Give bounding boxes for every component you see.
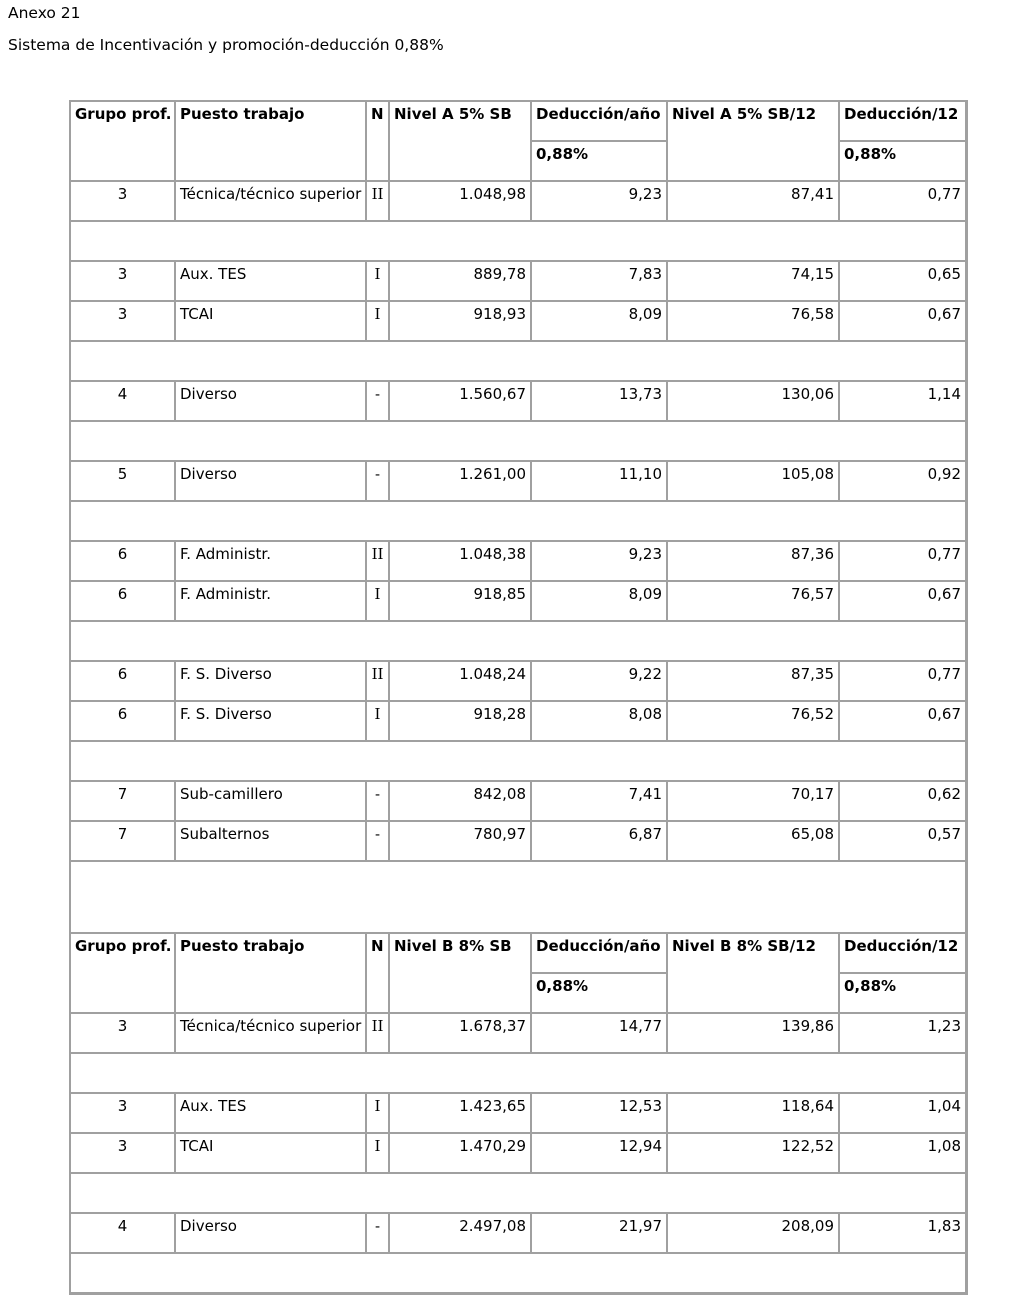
table-b-header-row	[71, 934, 967, 974]
header-puesto: Puesto trabajo	[176, 934, 367, 1014]
cell-ded12: 0,67	[840, 582, 967, 622]
cell-ded-anio: 8,09	[532, 582, 668, 622]
cell-ded12: 0,67	[840, 302, 967, 342]
cell-nivel: 1.048,98	[390, 182, 532, 222]
header-deduccion-anio: Deducción/año	[532, 934, 668, 974]
cell-grupo: 4	[71, 382, 176, 422]
table-row	[71, 1214, 967, 1254]
cell-grupo: 3	[71, 182, 176, 222]
header-grupo: Grupo prof.	[71, 934, 176, 1014]
cell-grupo: 6	[71, 662, 176, 702]
table-row	[71, 182, 967, 222]
spacer-row	[71, 1174, 967, 1214]
cell-nivel: 918,85	[390, 582, 532, 622]
cell-ded12: 1,08	[840, 1134, 967, 1174]
table-row	[71, 382, 967, 422]
cell-nivel12: 74,15	[668, 262, 840, 302]
incentive-table	[69, 100, 968, 1295]
header-deduccion-anio: Deducción/año	[532, 102, 668, 142]
header-pct-12: 0,88%	[840, 974, 967, 1014]
cell-n: I	[367, 1094, 390, 1134]
cell-nivel: 1.261,00	[390, 462, 532, 502]
cell-n: II	[367, 662, 390, 702]
cell-ded-anio: 7,41	[532, 782, 668, 822]
table-row	[71, 542, 967, 582]
table-row	[71, 462, 967, 502]
table-row	[71, 1094, 967, 1134]
header-pct-12: 0,88%	[840, 142, 967, 182]
cell-nivel12: 87,36	[668, 542, 840, 582]
document-subtitle: Sistema de Incentivación y promoción-deducción 0,88%	[8, 36, 444, 54]
cell-ded-anio: 6,87	[532, 822, 668, 862]
cell-ded-anio: 9,22	[532, 662, 668, 702]
cell-ded-anio: 12,53	[532, 1094, 668, 1134]
cell-grupo: 4	[71, 1214, 176, 1254]
cell-puesto: Técnica/técnico superior	[176, 1014, 367, 1054]
cell-puesto: Técnica/técnico superior	[176, 182, 367, 222]
header-deduccion12: Deducción/12	[840, 102, 967, 142]
cell-ded12: 0,67	[840, 702, 967, 742]
cell-grupo: 3	[71, 1134, 176, 1174]
header-nivel: Nivel B 8% SB	[390, 934, 532, 1014]
cell-n: -	[367, 1214, 390, 1254]
cell-nivel: 1.560,67	[390, 382, 532, 422]
cell-nivel: 1.470,29	[390, 1134, 532, 1174]
table-row	[71, 1014, 967, 1054]
header-pct-anio: 0,88%	[532, 142, 668, 182]
cell-puesto: Diverso	[176, 382, 367, 422]
cell-grupo: 3	[71, 262, 176, 302]
cell-nivel12: 76,52	[668, 702, 840, 742]
header-nivel12: Nivel B 8% SB/12	[668, 934, 840, 1014]
cell-grupo: 7	[71, 822, 176, 862]
section-separator	[71, 862, 967, 934]
cell-n: -	[367, 382, 390, 422]
cell-puesto: F. S. Diverso	[176, 662, 367, 702]
cell-ded12: 0,77	[840, 182, 967, 222]
table-row	[71, 582, 967, 622]
cell-n: II	[367, 1014, 390, 1054]
table-a-header-row	[71, 102, 967, 142]
cell-nivel12: 76,58	[668, 302, 840, 342]
cell-ded-anio: 21,97	[532, 1214, 668, 1254]
cell-ded12: 0,62	[840, 782, 967, 822]
cell-nivel: 1.423,65	[390, 1094, 532, 1134]
cell-ded12: 0,77	[840, 542, 967, 582]
table-row	[71, 702, 967, 742]
header-n: N	[367, 102, 390, 182]
cell-grupo: 6	[71, 702, 176, 742]
header-puesto: Puesto trabajo	[176, 102, 367, 182]
table-row	[71, 262, 967, 302]
cell-nivel: 780,97	[390, 822, 532, 862]
cell-puesto: TCAI	[176, 1134, 367, 1174]
cell-n: -	[367, 822, 390, 862]
header-nivel: Nivel A 5% SB	[390, 102, 532, 182]
cell-ded12: 1,83	[840, 1214, 967, 1254]
cell-puesto: Diverso	[176, 1214, 367, 1254]
table-row	[71, 1134, 967, 1174]
cell-nivel: 918,28	[390, 702, 532, 742]
cell-ded12: 1,23	[840, 1014, 967, 1054]
cell-nivel: 918,93	[390, 302, 532, 342]
header-n: N	[367, 934, 390, 1014]
cell-ded-anio: 9,23	[532, 542, 668, 582]
cell-nivel12: 130,06	[668, 382, 840, 422]
table-row	[71, 662, 967, 702]
cell-nivel12: 118,64	[668, 1094, 840, 1134]
spacer-row	[71, 622, 967, 662]
cell-nivel12: 76,57	[668, 582, 840, 622]
cell-n: II	[367, 542, 390, 582]
cell-ded-anio: 9,23	[532, 182, 668, 222]
cell-ded12: 1,14	[840, 382, 967, 422]
cell-puesto: F. Administr.	[176, 542, 367, 582]
cell-ded-anio: 7,83	[532, 262, 668, 302]
annex-title: Anexo 21	[8, 4, 81, 22]
cell-grupo: 5	[71, 462, 176, 502]
cell-ded12: 0,92	[840, 462, 967, 502]
spacer-row	[71, 342, 967, 382]
cell-ded-anio: 8,09	[532, 302, 668, 342]
table-row	[71, 822, 967, 862]
cell-n: -	[367, 462, 390, 502]
header-nivel12: Nivel A 5% SB/12	[668, 102, 840, 182]
cell-ded12: 0,57	[840, 822, 967, 862]
cell-n: I	[367, 262, 390, 302]
cell-n: I	[367, 302, 390, 342]
cell-nivel: 1.048,24	[390, 662, 532, 702]
cell-puesto: Subalternos	[176, 822, 367, 862]
cell-nivel: 1.678,37	[390, 1014, 532, 1054]
cell-n: I	[367, 582, 390, 622]
cell-puesto: F. Administr.	[176, 582, 367, 622]
cell-ded12: 0,77	[840, 662, 967, 702]
cell-ded-anio: 12,94	[532, 1134, 668, 1174]
spacer-row	[71, 742, 967, 782]
cell-nivel12: 70,17	[668, 782, 840, 822]
cell-puesto: Aux. TES	[176, 262, 367, 302]
table-row	[71, 302, 967, 342]
cell-n: I	[367, 702, 390, 742]
cell-grupo: 7	[71, 782, 176, 822]
cell-ded-anio: 14,77	[532, 1014, 668, 1054]
cell-nivel: 842,08	[390, 782, 532, 822]
cell-grupo: 3	[71, 1014, 176, 1054]
header-deduccion12: Deducción/12	[840, 934, 967, 974]
cell-ded-anio: 8,08	[532, 702, 668, 742]
cell-grupo: 6	[71, 542, 176, 582]
cell-grupo: 3	[71, 302, 176, 342]
cell-nivel12: 105,08	[668, 462, 840, 502]
cell-nivel: 2.497,08	[390, 1214, 532, 1254]
spacer-row	[71, 1054, 967, 1094]
table-row	[71, 782, 967, 822]
header-grupo: Grupo prof.	[71, 102, 176, 182]
cell-nivel12: 87,41	[668, 182, 840, 222]
cell-n: -	[367, 782, 390, 822]
cell-nivel12: 139,86	[668, 1014, 840, 1054]
cell-nivel: 1.048,38	[390, 542, 532, 582]
cell-nivel12: 65,08	[668, 822, 840, 862]
cell-ded-anio: 13,73	[532, 382, 668, 422]
cell-nivel12: 208,09	[668, 1214, 840, 1254]
cell-puesto: Sub-camillero	[176, 782, 367, 822]
cell-ded12: 1,04	[840, 1094, 967, 1134]
cell-n: I	[367, 1134, 390, 1174]
cell-nivel12: 87,35	[668, 662, 840, 702]
cell-puesto: TCAI	[176, 302, 367, 342]
cell-nivel: 889,78	[390, 262, 532, 302]
cell-grupo: 6	[71, 582, 176, 622]
cell-ded12: 0,65	[840, 262, 967, 302]
cell-puesto: F. S. Diverso	[176, 702, 367, 742]
cell-nivel12: 122,52	[668, 1134, 840, 1174]
cell-ded-anio: 11,10	[532, 462, 668, 502]
header-pct-anio: 0,88%	[532, 974, 668, 1014]
cell-grupo: 3	[71, 1094, 176, 1134]
cell-puesto: Aux. TES	[176, 1094, 367, 1134]
spacer-row	[71, 502, 967, 542]
cell-n: II	[367, 182, 390, 222]
cell-puesto: Diverso	[176, 462, 367, 502]
spacer-row	[71, 222, 967, 262]
spacer-row	[71, 1254, 967, 1294]
spacer-row	[71, 422, 967, 462]
